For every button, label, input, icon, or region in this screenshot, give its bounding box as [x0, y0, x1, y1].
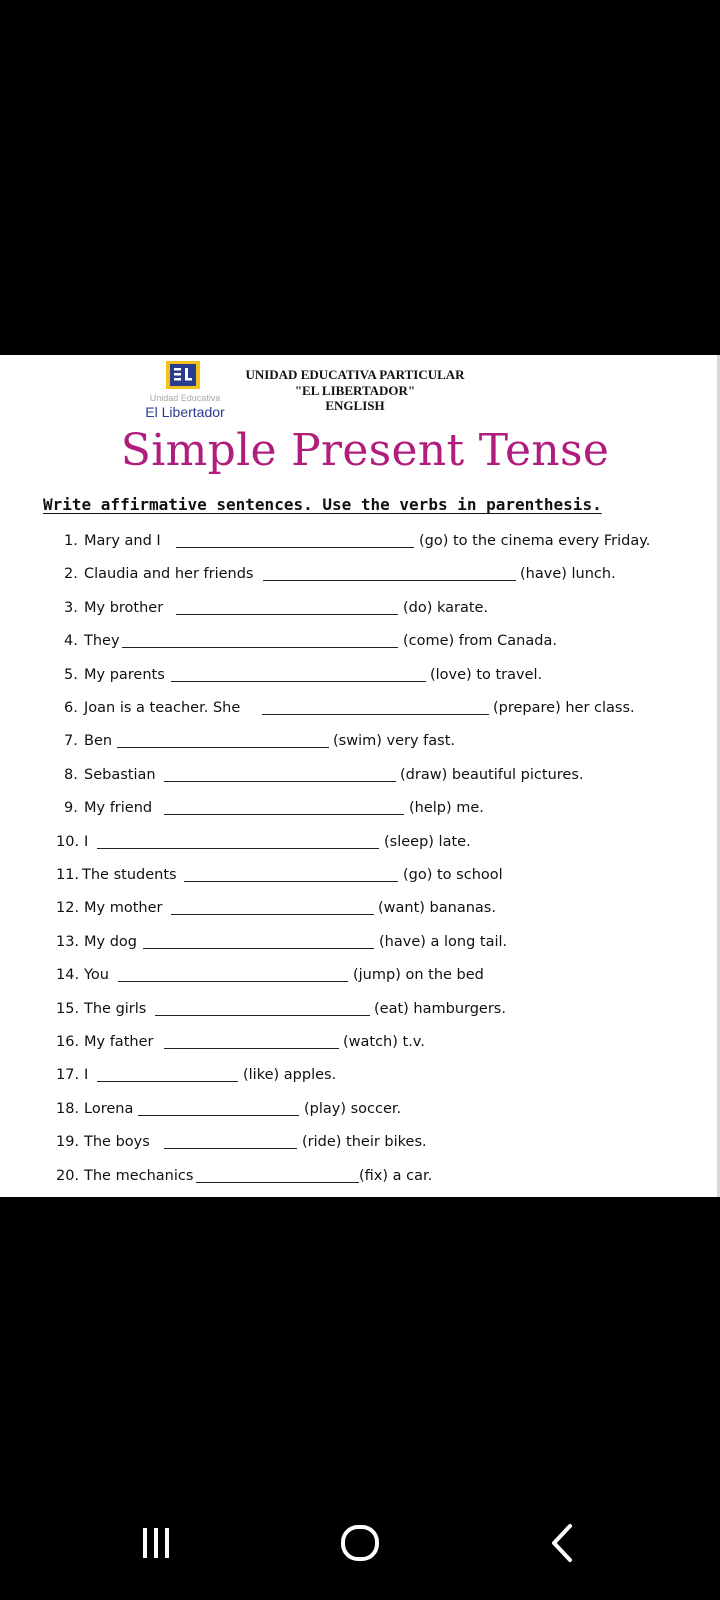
answer-blank[interactable]	[97, 848, 379, 849]
verb-hint: (go) to school	[403, 867, 503, 883]
exercise-number: 16.	[56, 1034, 80, 1050]
exercise-item	[0, 996, 720, 1022]
verb-hint: (like) apples.	[243, 1067, 337, 1084]
exercise-subject: Joan is a teacher. She	[84, 700, 241, 716]
school-line-2: "EL LIBERTADOR"	[294, 382, 416, 398]
answer-blank[interactable]	[118, 981, 348, 982]
answer-blank[interactable]	[164, 781, 396, 782]
exercise-subject: Ben	[84, 733, 113, 750]
exercise-subject: My parents	[84, 666, 165, 683]
exercise-number: 3.	[64, 599, 78, 616]
exercise-number: 15.	[56, 1000, 80, 1017]
exercise-item	[0, 895, 720, 921]
verb-hint: (prepare) her class.	[493, 700, 635, 716]
answer-blank[interactable]	[196, 1182, 359, 1183]
exercise-item	[0, 662, 720, 688]
android-navigation-bar	[0, 1490, 720, 1600]
exercise-item	[0, 1163, 720, 1189]
exercise-item	[0, 829, 720, 855]
verb-hint: (love) to travel.	[430, 666, 543, 683]
answer-blank[interactable]	[164, 1148, 297, 1149]
verb-hint: (jump) on the bed	[353, 967, 484, 984]
logo-name: El Libertador	[145, 404, 225, 420]
exercise-item	[0, 962, 720, 988]
exercise-item	[0, 1029, 720, 1055]
exercise-item	[0, 695, 720, 721]
exercise-subject: The boys	[84, 1134, 150, 1151]
exercise-number: 5.	[64, 666, 78, 683]
exercise-number: 20.	[56, 1167, 80, 1184]
verb-hint: (play) soccer.	[304, 1100, 402, 1117]
logo-subtitle: Unidad Educativa	[149, 393, 221, 403]
answer-blank[interactable]	[122, 647, 398, 648]
exercise-subject: Sebastian	[84, 766, 156, 783]
school-line-3: ENGLISH	[325, 398, 385, 413]
verb-hint: (want) bananas.	[378, 900, 496, 917]
exercise-item	[0, 762, 720, 788]
exercise-subject: You	[84, 967, 109, 984]
verb-hint: (eat) hamburgers.	[374, 1000, 506, 1017]
exercise-number: 10.	[56, 833, 80, 850]
exercise-number: 18.	[56, 1100, 80, 1117]
answer-blank[interactable]	[171, 681, 426, 682]
school-line-1: UNIDAD EDUCATIVA PARTICULAR	[245, 367, 465, 382]
verb-hint: (sleep) late.	[384, 833, 471, 850]
exercise-subject: Claudia and her friends	[84, 566, 254, 583]
verb-hint: (draw) beautiful pictures.	[400, 766, 584, 783]
answer-blank[interactable]	[262, 714, 489, 715]
exercise-item	[0, 528, 720, 554]
exercise-item	[0, 561, 720, 587]
verb-hint: (have) a long tail.	[379, 933, 508, 950]
answer-blank[interactable]	[176, 614, 398, 615]
exercise-subject: They	[84, 633, 120, 650]
exercise-number: 8.	[64, 766, 78, 783]
worksheet-header	[0, 355, 720, 425]
answer-blank[interactable]	[171, 914, 374, 915]
exercise-item	[0, 795, 720, 821]
answer-blank[interactable]	[164, 814, 404, 815]
exercise-subject: My father	[84, 1034, 154, 1050]
exercise-number: 14.	[56, 967, 80, 984]
verb-hint: (have) lunch.	[520, 566, 616, 583]
exercise-item	[0, 929, 720, 955]
exercise-item	[0, 1129, 720, 1155]
exercise-number: 11.	[56, 867, 80, 883]
school-name	[230, 367, 480, 414]
exercise-number: 13.	[56, 933, 80, 950]
home-icon[interactable]	[330, 1516, 390, 1572]
exercise-number: 2.	[64, 566, 78, 583]
worksheet-document	[0, 355, 720, 1197]
exercise-subject: The students	[82, 867, 177, 883]
exercise-subject: Lorena	[84, 1100, 134, 1117]
verb-hint: (watch) t.v.	[343, 1034, 425, 1050]
answer-blank[interactable]	[138, 1115, 299, 1116]
school-logo-icon	[166, 361, 200, 389]
instructions: Write affirmative sentences. Use the verbs in parenthesis.	[43, 495, 602, 514]
exercise-subject: The girls	[84, 1000, 147, 1017]
answer-blank[interactable]	[97, 1081, 238, 1082]
answer-blank[interactable]	[155, 1015, 370, 1016]
exercise-item	[0, 628, 720, 654]
verb-hint: (ride) their bikes.	[302, 1134, 427, 1151]
exercise-item	[0, 862, 720, 888]
back-icon[interactable]	[534, 1516, 594, 1572]
exercise-item	[0, 1096, 720, 1122]
answer-blank[interactable]	[117, 747, 329, 748]
answer-blank[interactable]	[176, 547, 414, 548]
exercise-number: 7.	[64, 733, 78, 750]
answer-blank[interactable]	[143, 948, 374, 949]
exercise-number: 9.	[64, 800, 78, 817]
answer-blank[interactable]	[263, 580, 516, 581]
exercise-subject: My friend	[84, 800, 153, 817]
exercise-item	[0, 1062, 720, 1088]
exercise-number: 17.	[56, 1067, 80, 1084]
exercise-number: 1.	[64, 533, 78, 549]
recent-apps-icon[interactable]	[126, 1516, 186, 1572]
verb-hint: (help) me.	[409, 800, 484, 817]
exercise-subject: I	[84, 1067, 89, 1084]
exercise-subject: Mary and I	[84, 533, 161, 549]
worksheet-title: Simple Present Tense	[120, 425, 610, 476]
verb-hint: (go) to the cinema every Friday.	[419, 533, 651, 549]
answer-blank[interactable]	[184, 881, 398, 882]
verb-hint: (come) from Canada.	[403, 633, 557, 650]
exercise-subject: The mechanics	[84, 1167, 194, 1184]
exercise-number: 4.	[64, 633, 78, 650]
exercise-subject: My dog	[84, 933, 137, 950]
exercise-subject: I	[84, 833, 89, 850]
exercise-subject: My brother	[84, 599, 164, 616]
exercise-number: 12.	[56, 900, 80, 917]
exercise-subject: My mother	[84, 900, 163, 917]
exercise-number: 19.	[56, 1134, 80, 1151]
verb-hint: (fix) a car.	[359, 1167, 433, 1184]
exercise-item	[0, 595, 720, 621]
verb-hint: (swim) very fast.	[333, 733, 455, 750]
exercise-number: 6.	[64, 700, 78, 716]
answer-blank[interactable]	[164, 1048, 339, 1049]
exercise-item	[0, 728, 720, 754]
verb-hint: (do) karate.	[403, 599, 489, 616]
